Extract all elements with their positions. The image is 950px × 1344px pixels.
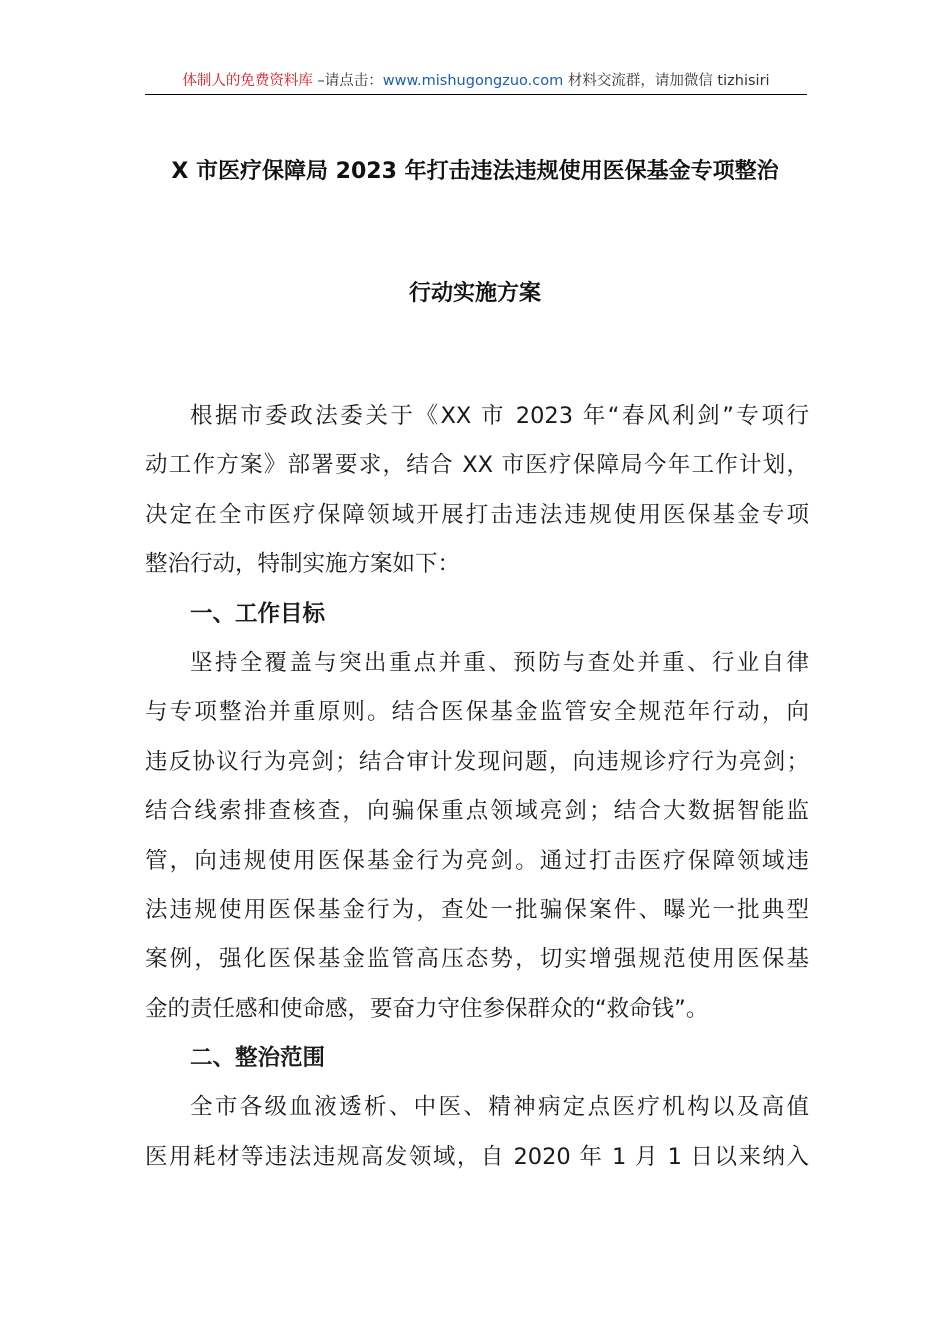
section2-line: 全市各级血液透析、中医、精神病定点医疗机构以及高值 xyxy=(190,1094,809,1121)
intro-line: 动工作方案》部署要求，结合 XX 市医疗保障局今年工作计划， xyxy=(145,452,809,479)
section1-line: 案例，强化医保基金监管高压态势，切实增强规范使用医保基 xyxy=(145,946,809,973)
section1-line: 坚持全覆盖与突出重点并重、预防与查处并重、行业自律 xyxy=(190,649,809,676)
section1-line: 金的责任感和使命感，要奋力守住参保群众的“救命钱”。 xyxy=(145,995,709,1022)
intro-line: 根据市委政法委关于《XX 市 2023 年“春风利剑”专项行 xyxy=(190,403,809,429)
section1-line: 违反协议行为亮剑；结合审计发现问题，向违规诊疗行为亮剑； xyxy=(145,748,809,775)
header-brand: 体制人的免费资料库 xyxy=(182,73,313,89)
document-title-line-2: 行动实施方案 xyxy=(408,281,541,306)
document-body xyxy=(145,392,809,1182)
section1-line: 结合线索排查核查，向骗保重点领域亮剑；结合大数据智能监 xyxy=(145,798,809,825)
header-prompt: –请点击： xyxy=(312,73,383,89)
section1-line: 法违规使用医保基金行为，查处一批骗保案件、曝光一批典型 xyxy=(145,896,809,923)
header-contact: 材料交流群，请加微信 tizhisiri xyxy=(563,73,770,89)
section1-line: 管，向违规使用医保基金行为亮剑。通过打击医疗保障领域违 xyxy=(145,847,809,874)
intro-line: 决定在全市医疗保障领域开展打击违法违规使用医保基金专项 xyxy=(145,501,809,528)
page-header xyxy=(145,72,807,95)
section-heading-scope: 二、整治范围 xyxy=(190,1045,326,1072)
section2-line: 医用耗材等违法违规高发领域，自 2020 年 1 月 1 日以来纳入 xyxy=(145,1143,809,1170)
section-heading-goals: 一、工作目标 xyxy=(190,600,326,627)
header-url-link[interactable]: www.mishugongzuo.com xyxy=(382,73,564,89)
intro-line: 整治行动，特制实施方案如下： xyxy=(145,551,461,578)
document-title-line-1: X 市医疗保障局 2023 年打击违法违规使用医保基金专项整治 xyxy=(171,159,779,184)
section1-line: 与专项整治并重原则。结合医保基金监管安全规范年行动，向 xyxy=(145,699,809,726)
